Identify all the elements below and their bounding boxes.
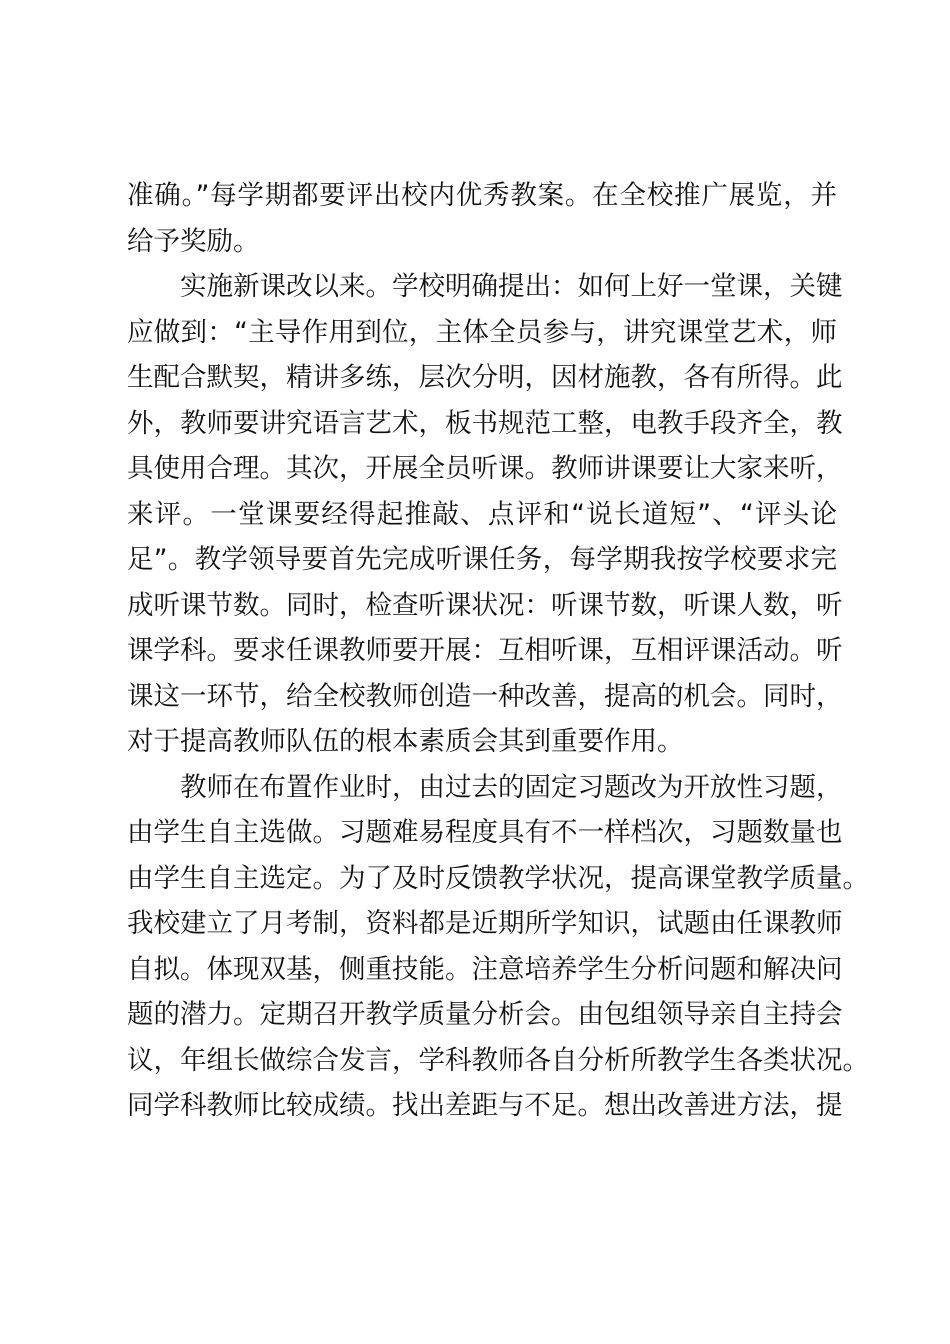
text-line: 同学科教师比较成绩。找出差距与不足。想出改善进方法，提 [127,1090,843,1121]
text-line: 我校建立了月考制，资料都是近期所学知识，试题由任课教师 [127,908,843,939]
text-line: 成听课节数。同时，检查听课状况：听课节数，听课人数，听 [127,589,843,621]
text-line: 对于提高教师队伍的根本素质会其到重要作用。 [127,726,684,757]
text-line: 自拟。体现双基，侧重技能。注意培养学生分析问题和解决问 [127,953,843,985]
text-line: 题的潜力。定期召开教学质量分析会。由包组领导亲自主持会 [127,999,843,1030]
paragraph [127,264,843,765]
text-line: 实施新课改以来。学校明确提出：如何上好一堂课，关键 [180,271,843,302]
text-line: 给予奖励。 [127,225,260,257]
text-line: 外，教师要讲究语言艺术，板书规范工整，电教手段齐全，教 [127,407,843,439]
text-line: 课这一环节，给全校教师创造一种改善，提高的机会。同时， [127,680,843,712]
document-body [127,173,869,1129]
text-line: 生配合默契，精讲多练，层次分明，因材施教，各有所得。此 [127,362,843,393]
text-line: 具使用合理。其次，开展全员听课。教师讲课要让大家来听， [127,453,843,484]
paragraph [127,173,837,264]
text-line: 准确。”每学期都要评出校内优秀教案。在全校推广展览，并 [127,180,837,211]
text-line: 来评。一堂课要经得起推敲、点评和“说长道短”、“评头论 [127,498,837,530]
paragraph [127,765,869,1129]
text-line: 教师在布置作业时，由过去的固定习题改为开放性习题， [180,771,843,803]
text-line: 应做到：“主导作用到位，主体全员参与，讲究课堂艺术，师 [127,316,837,348]
text-line: 由学生自主选定。为了及时反馈教学状况，提高课堂教学质量。 [127,862,869,894]
text-line: 足”。教学领导要首先完成听课任务，每学期我按学校要求完 [127,544,837,575]
text-line: 由学生自主选做。习题难易程度具有不一样档次，习题数量也 [127,817,843,848]
text-line: 课学科。要求任课教师要开展：互相听课，互相评课活动。听 [127,635,843,666]
text-line: 议，年组长做综合发言，学科教师各自分析所教学生各类状况。 [127,1044,869,1076]
